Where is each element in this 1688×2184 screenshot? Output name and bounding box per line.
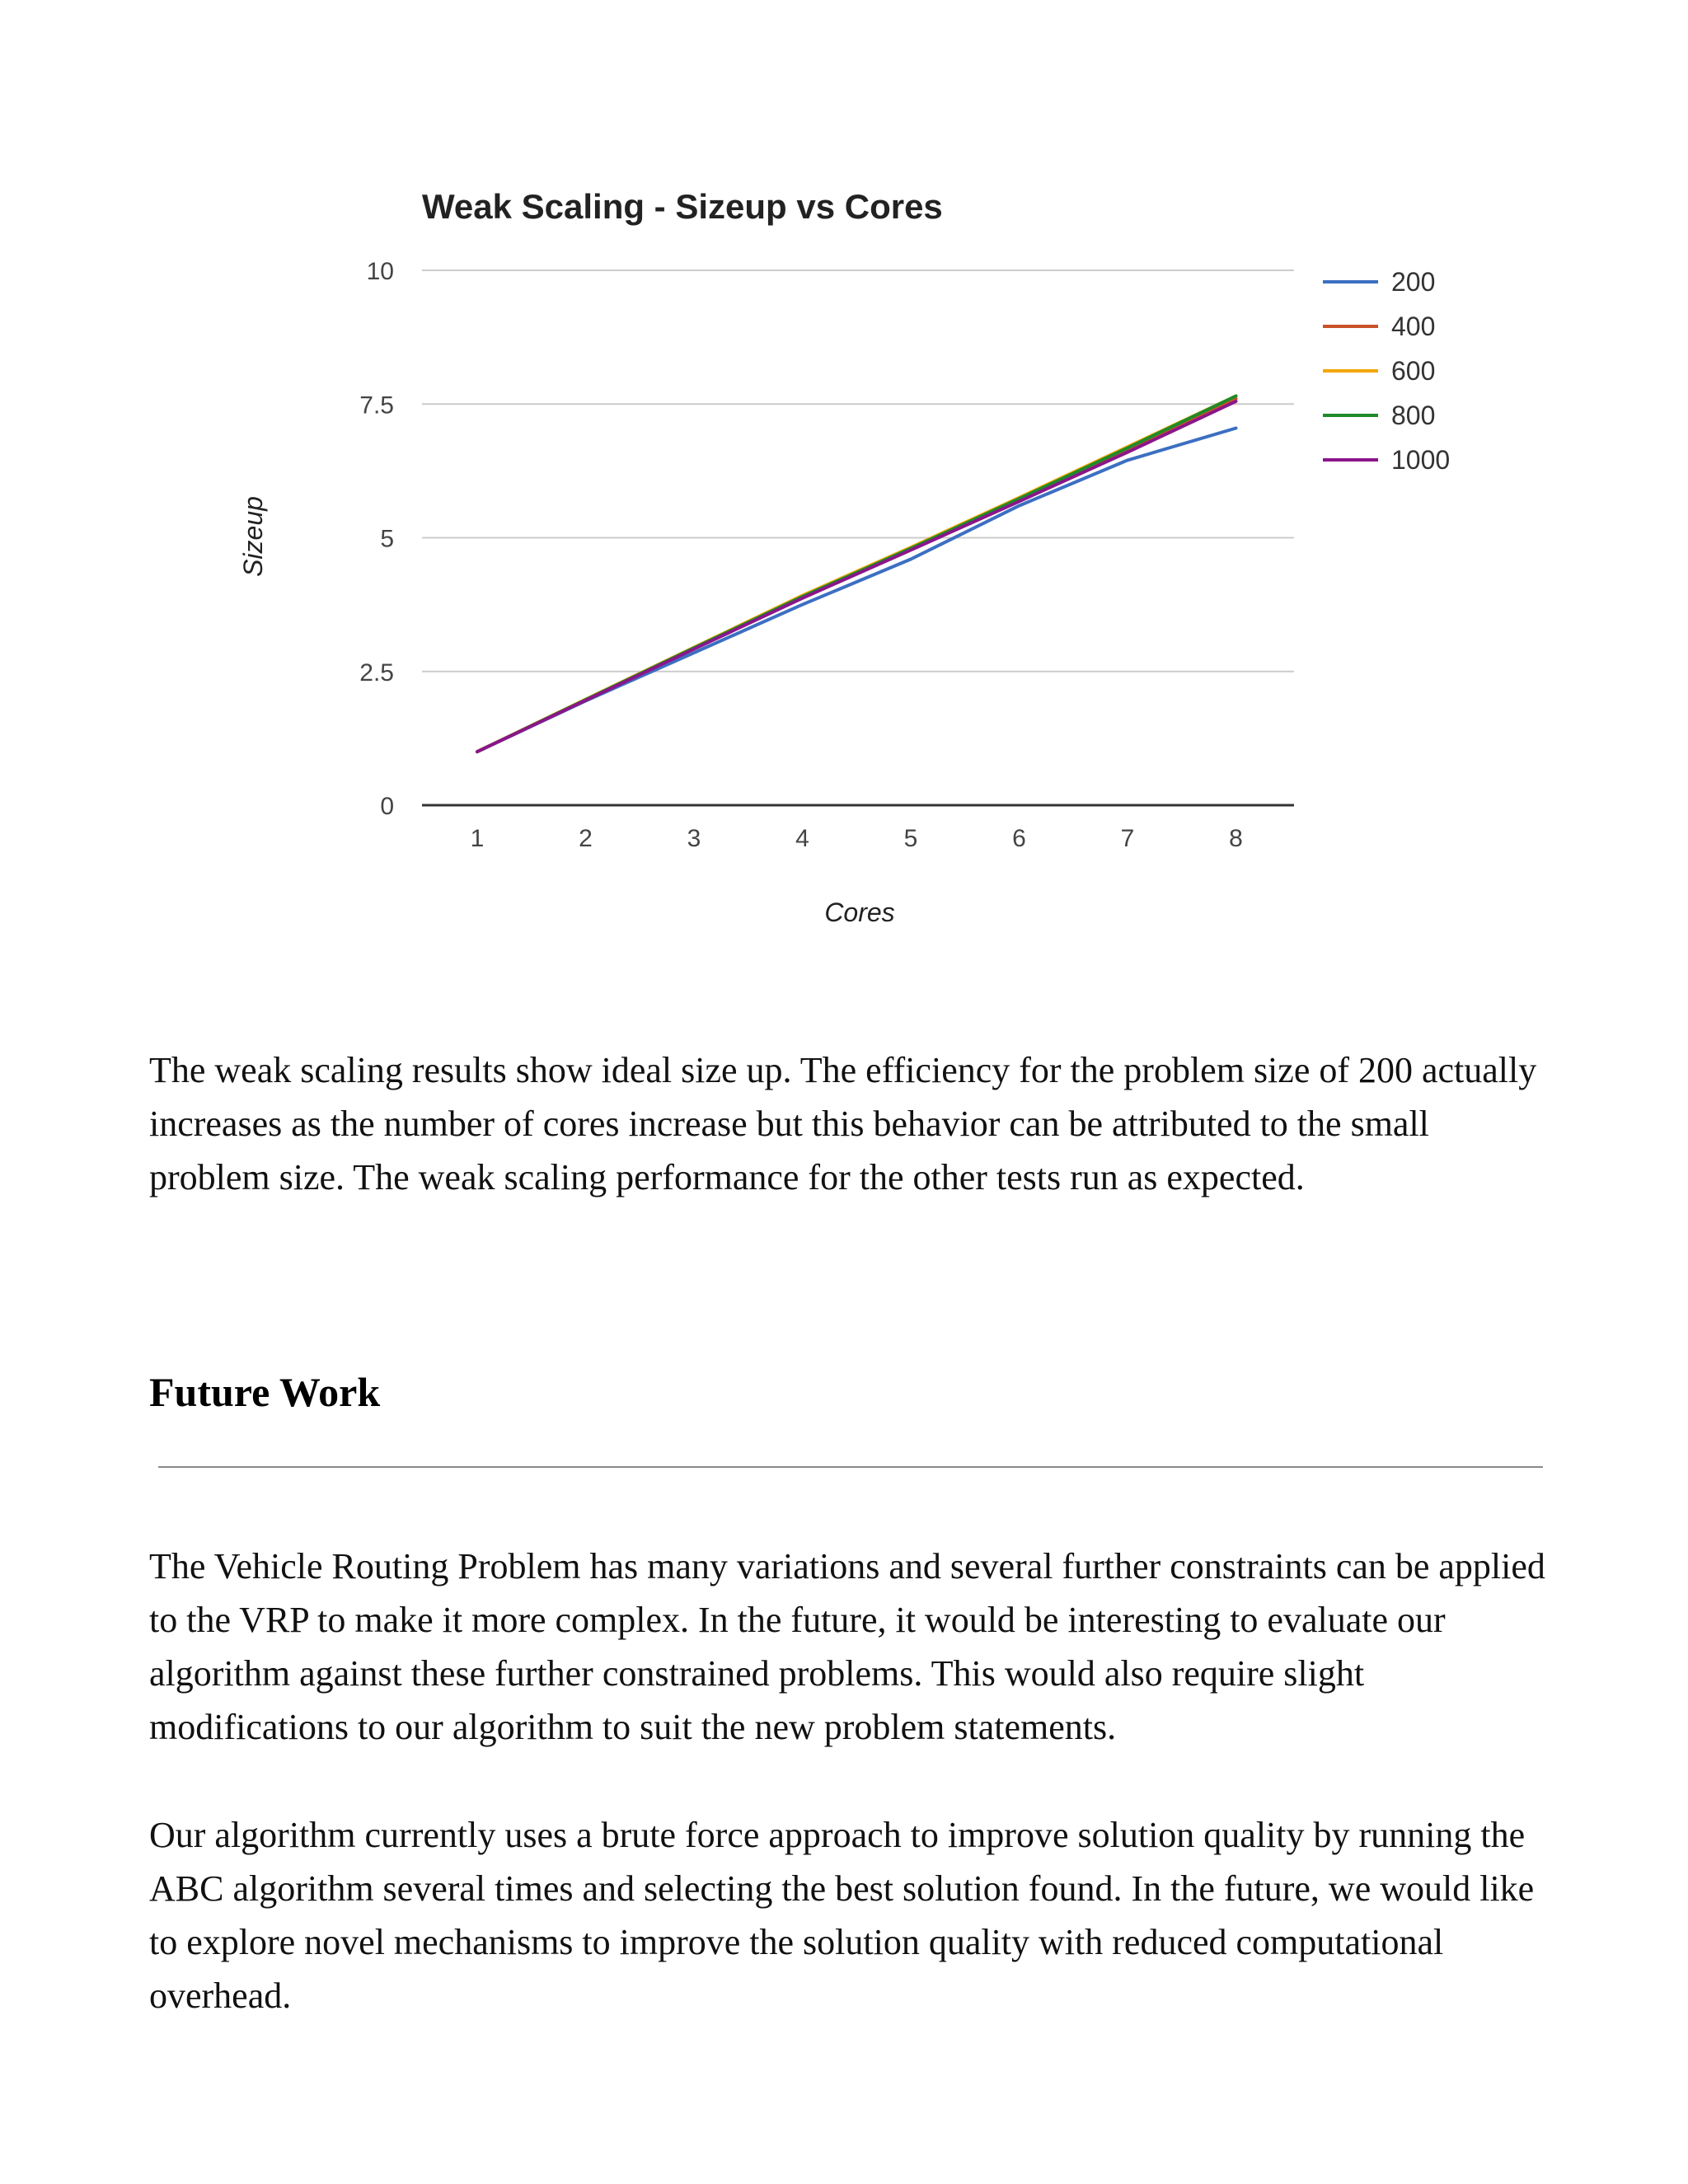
future-work-paragraph-1: The Vehicle Routing Problem has many variations and several further constraints can be applied to the VRP to make it more complex. In the future, it would be interesting to evaluate our algorithm against these further constrained problems. This would also require slight modifications to our algorithm to suit the new problem statements. [149,1546,1545,1747]
x-tick-label: 2 [579,825,593,852]
weak-scaling-paragraph: The weak scaling results show ideal size up. The efficiency for the problem size of 200 actually increases as the number of cores increase but this behavior can be attributed to the small problem size. The weak scaling performance for the other tests run as expected. [149,1050,1537,1197]
series-line-1000 [477,401,1236,752]
x-tick-label: 3 [687,825,701,852]
chart-svg [0,0,1688,972]
legend-label-1000: 1000 [1391,445,1451,475]
x-tick-label: 4 [795,825,809,852]
x-tick-label: 8 [1229,825,1243,852]
chart-title: Weak Scaling - Sizeup vs Cores [422,187,943,226]
future-work-paragraph-2: Our algorithm currently uses a brute force approach to improve solution quality by running the ABC algorithm several times and selecting the best solution found. In the future, we would like to explore novel mechanisms to improve the solution quality with reduced computational overhead. [149,1815,1535,2016]
y-tick-label: 7.5 [359,391,394,419]
x-tick-label: 5 [903,825,918,852]
y-tick-label: 2.5 [359,658,394,687]
y-axis-title: Sizeup [238,496,268,577]
y-tick-labels [359,258,394,820]
legend-label-200: 200 [1391,267,1436,297]
x-tick-label: 6 [1012,825,1026,852]
chart-legend [1323,267,1450,475]
legend-label-800: 800 [1391,401,1436,430]
legend-label-600: 600 [1391,356,1436,386]
y-tick-label: 10 [366,258,394,285]
weak-scaling-chart [0,0,1688,972]
x-axis-title: Cores [824,898,895,927]
grid-lines [422,270,1294,672]
x-tick-labels [471,825,1243,852]
y-tick-label: 5 [380,525,394,553]
y-tick-label: 0 [380,793,394,820]
future-work-heading: Future Work [149,1369,381,1415]
legend-label-400: 400 [1391,312,1436,341]
section-divider [158,1466,1543,1468]
x-tick-label: 7 [1120,825,1135,852]
data-series [477,396,1236,752]
x-tick-label: 1 [470,825,485,852]
series-line-200 [477,429,1236,752]
